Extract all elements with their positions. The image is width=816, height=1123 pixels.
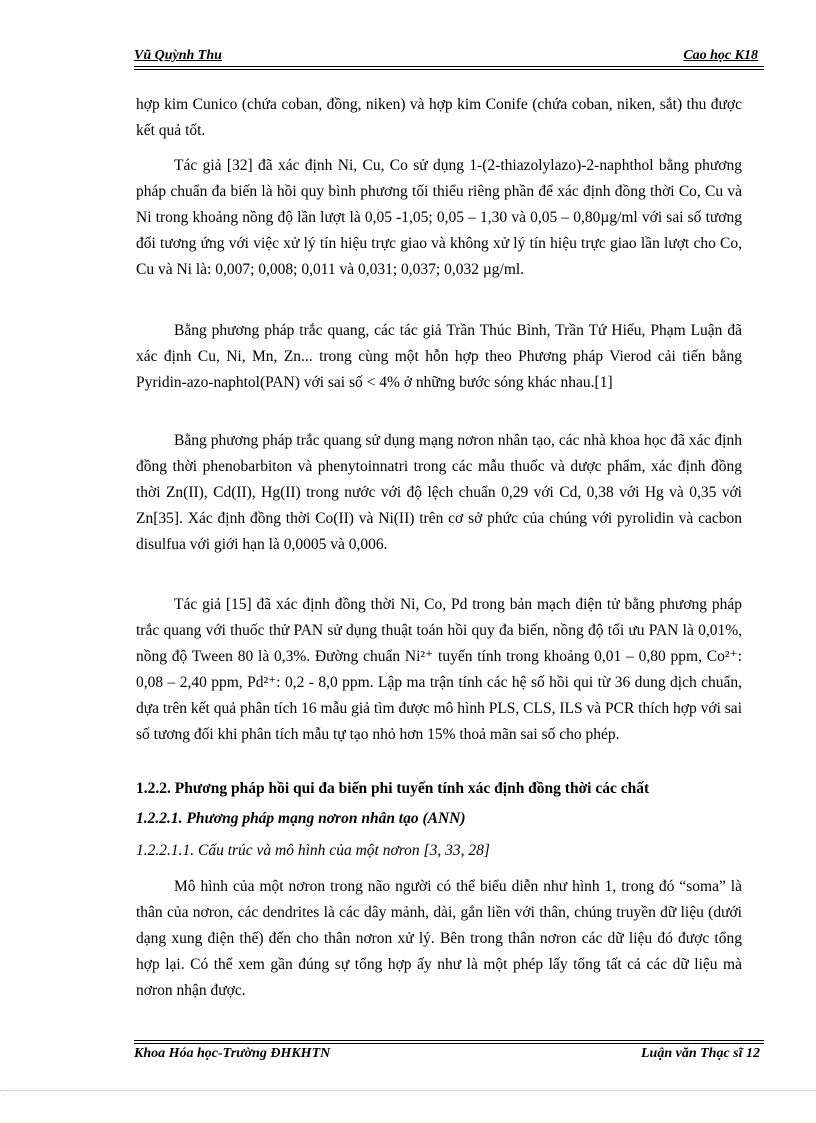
footer-rule-2 — [134, 1043, 764, 1044]
footer-rule — [134, 1040, 764, 1041]
heading-1-2-2: 1.2.2. Phương pháp hồi qui đa biến phi tuyến tính xác định đồng thời các chất — [136, 780, 650, 797]
paragraph-6: Mô hình của một nơron trong não người có thể biểu diễn như hình 1, trong đó “soma” là thân của nơron, các dendrites là các dây mảnh, dài, gắn liền với thân, chúng truyền dữ liệu (dưới dạng xung điện thế) đến cho thân nơron xử lý. Bên trong thân nơron các dữ liệu đó được tổng hợp lại. Có thể xem gần đúng sự tổng hợp ấy như là một phép lấy tổng tất cả các dữ liệu mà nơron nhận được. — [136, 878, 742, 999]
page-footer — [134, 1046, 764, 1066]
header-author: Vũ Quỳnh Thu — [134, 48, 222, 63]
header-rule — [134, 66, 764, 67]
footer-faculty: Khoa Hóa học-Trường ĐHKHTN — [134, 1046, 331, 1061]
page-header — [134, 48, 762, 68]
paragraph-5: Tác giả [15] đã xác định đồng thời Ni, Co, Pd trong bản mạch điện tử bằng phương pháp trắc quang với thuốc thử PAN sử dụng thuật toán hồi quy đa biến, nồng độ tối ưu PAN là 0,01%, nồng độ Tween 80 là 0,3%. Đường chuẩn Ni²⁺ tuyến tính trong khoảng 0,01 – 0,80 ppm, Co²⁺: 0,08 – 2,40 ppm, Pd²⁺: 0,2 - 8,0 ppm. Lập ma trận tính các hệ số hồi qui từ 36 dung dịch chuẩn, dựa trên kết quả phân tích 16 mẫu giả tìm được mô hình PLS, CLS, ILS và PCR thích hợp với sai số tương đối khi phân tích mẫu tự tạo nhỏ hơn 15% thoả mãn sai số cho phép. — [136, 596, 742, 743]
paragraph-4: Bằng phương pháp trắc quang sử dụng mạng nơron nhân tạo, các nhà khoa học đã xác định đồng thời phenobarbiton và phenytoinnatri trong các mẫu thuốc và dược phẩm, xác định đồng thời Zn(II), Cd(II), Hg(II) trong nước với độ lệch chuẩn 0,29 với Cd, 0,38 với Hg và 0,35 với Zn[35]. Xác định đồng thời Co(II) và Ni(II) trên cơ sở phức của chúng với pyrolidin và cacbon disulfua với giới hạn là 0,0005 và 0,006. — [136, 432, 742, 553]
paragraph-2: Tác giả [32] đã xác định Ni, Cu, Co sử dụng 1-(2-thiazolylazo)-2-naphthol bằng phương pháp chuẩn đa biến là hồi quy bình phương tối thiểu riêng phần để xác định đồng thời Co, Cu và Ni trong khoảng nồng độ lần lượt là 0,05 -1,05; 0,05 – 1,30 và 0,05 – 0,80µg/ml với sai số tương đối tương ứng với việc xử lý tín hiệu trực giao và không xử lý tín hiệu trực giao lần lượt cho Co, Cu và Ni là: 0,007; 0,008; 0,011 và 0,031; 0,037; 0,032 µg/ml. — [136, 157, 742, 278]
heading-1-2-2-1-1: 1.2.2.1.1. Cấu trúc và mô hình của một nơron [3, 33, 28] — [136, 842, 490, 859]
paragraph-3: Bằng phương pháp trắc quang, các tác giả Trần Thúc Bình, Trần Tứ Hiếu, Phạm Luận đã xác định Cu, Ni, Mn, Zn... trong cùng một hỗn hợp theo Phương pháp Vierod cải tiến bằng Pyridin-azo-naphtol(PAN) với sai số < 4% ở những bước sóng khác nhau.[1] — [136, 322, 742, 391]
header-rule-2 — [134, 69, 764, 70]
page-number: 12 — [746, 1046, 760, 1061]
footer-thesis: Luận văn Thạc sĩ — [640, 1046, 743, 1061]
header-course: Cao học K18 — [683, 48, 758, 63]
page-boundary — [0, 1090, 816, 1091]
footer-right — [641, 1046, 760, 1062]
paragraph-1: hợp kim Cunico (chứa coban, đồng, niken) và hợp kim Conife (chứa coban, niken, sắt) thu được kết quả tốt. — [136, 96, 742, 139]
heading-1-2-2-1: 1.2.2.1. Phương pháp mạng nơron nhân tạo (ANN) — [136, 810, 466, 827]
